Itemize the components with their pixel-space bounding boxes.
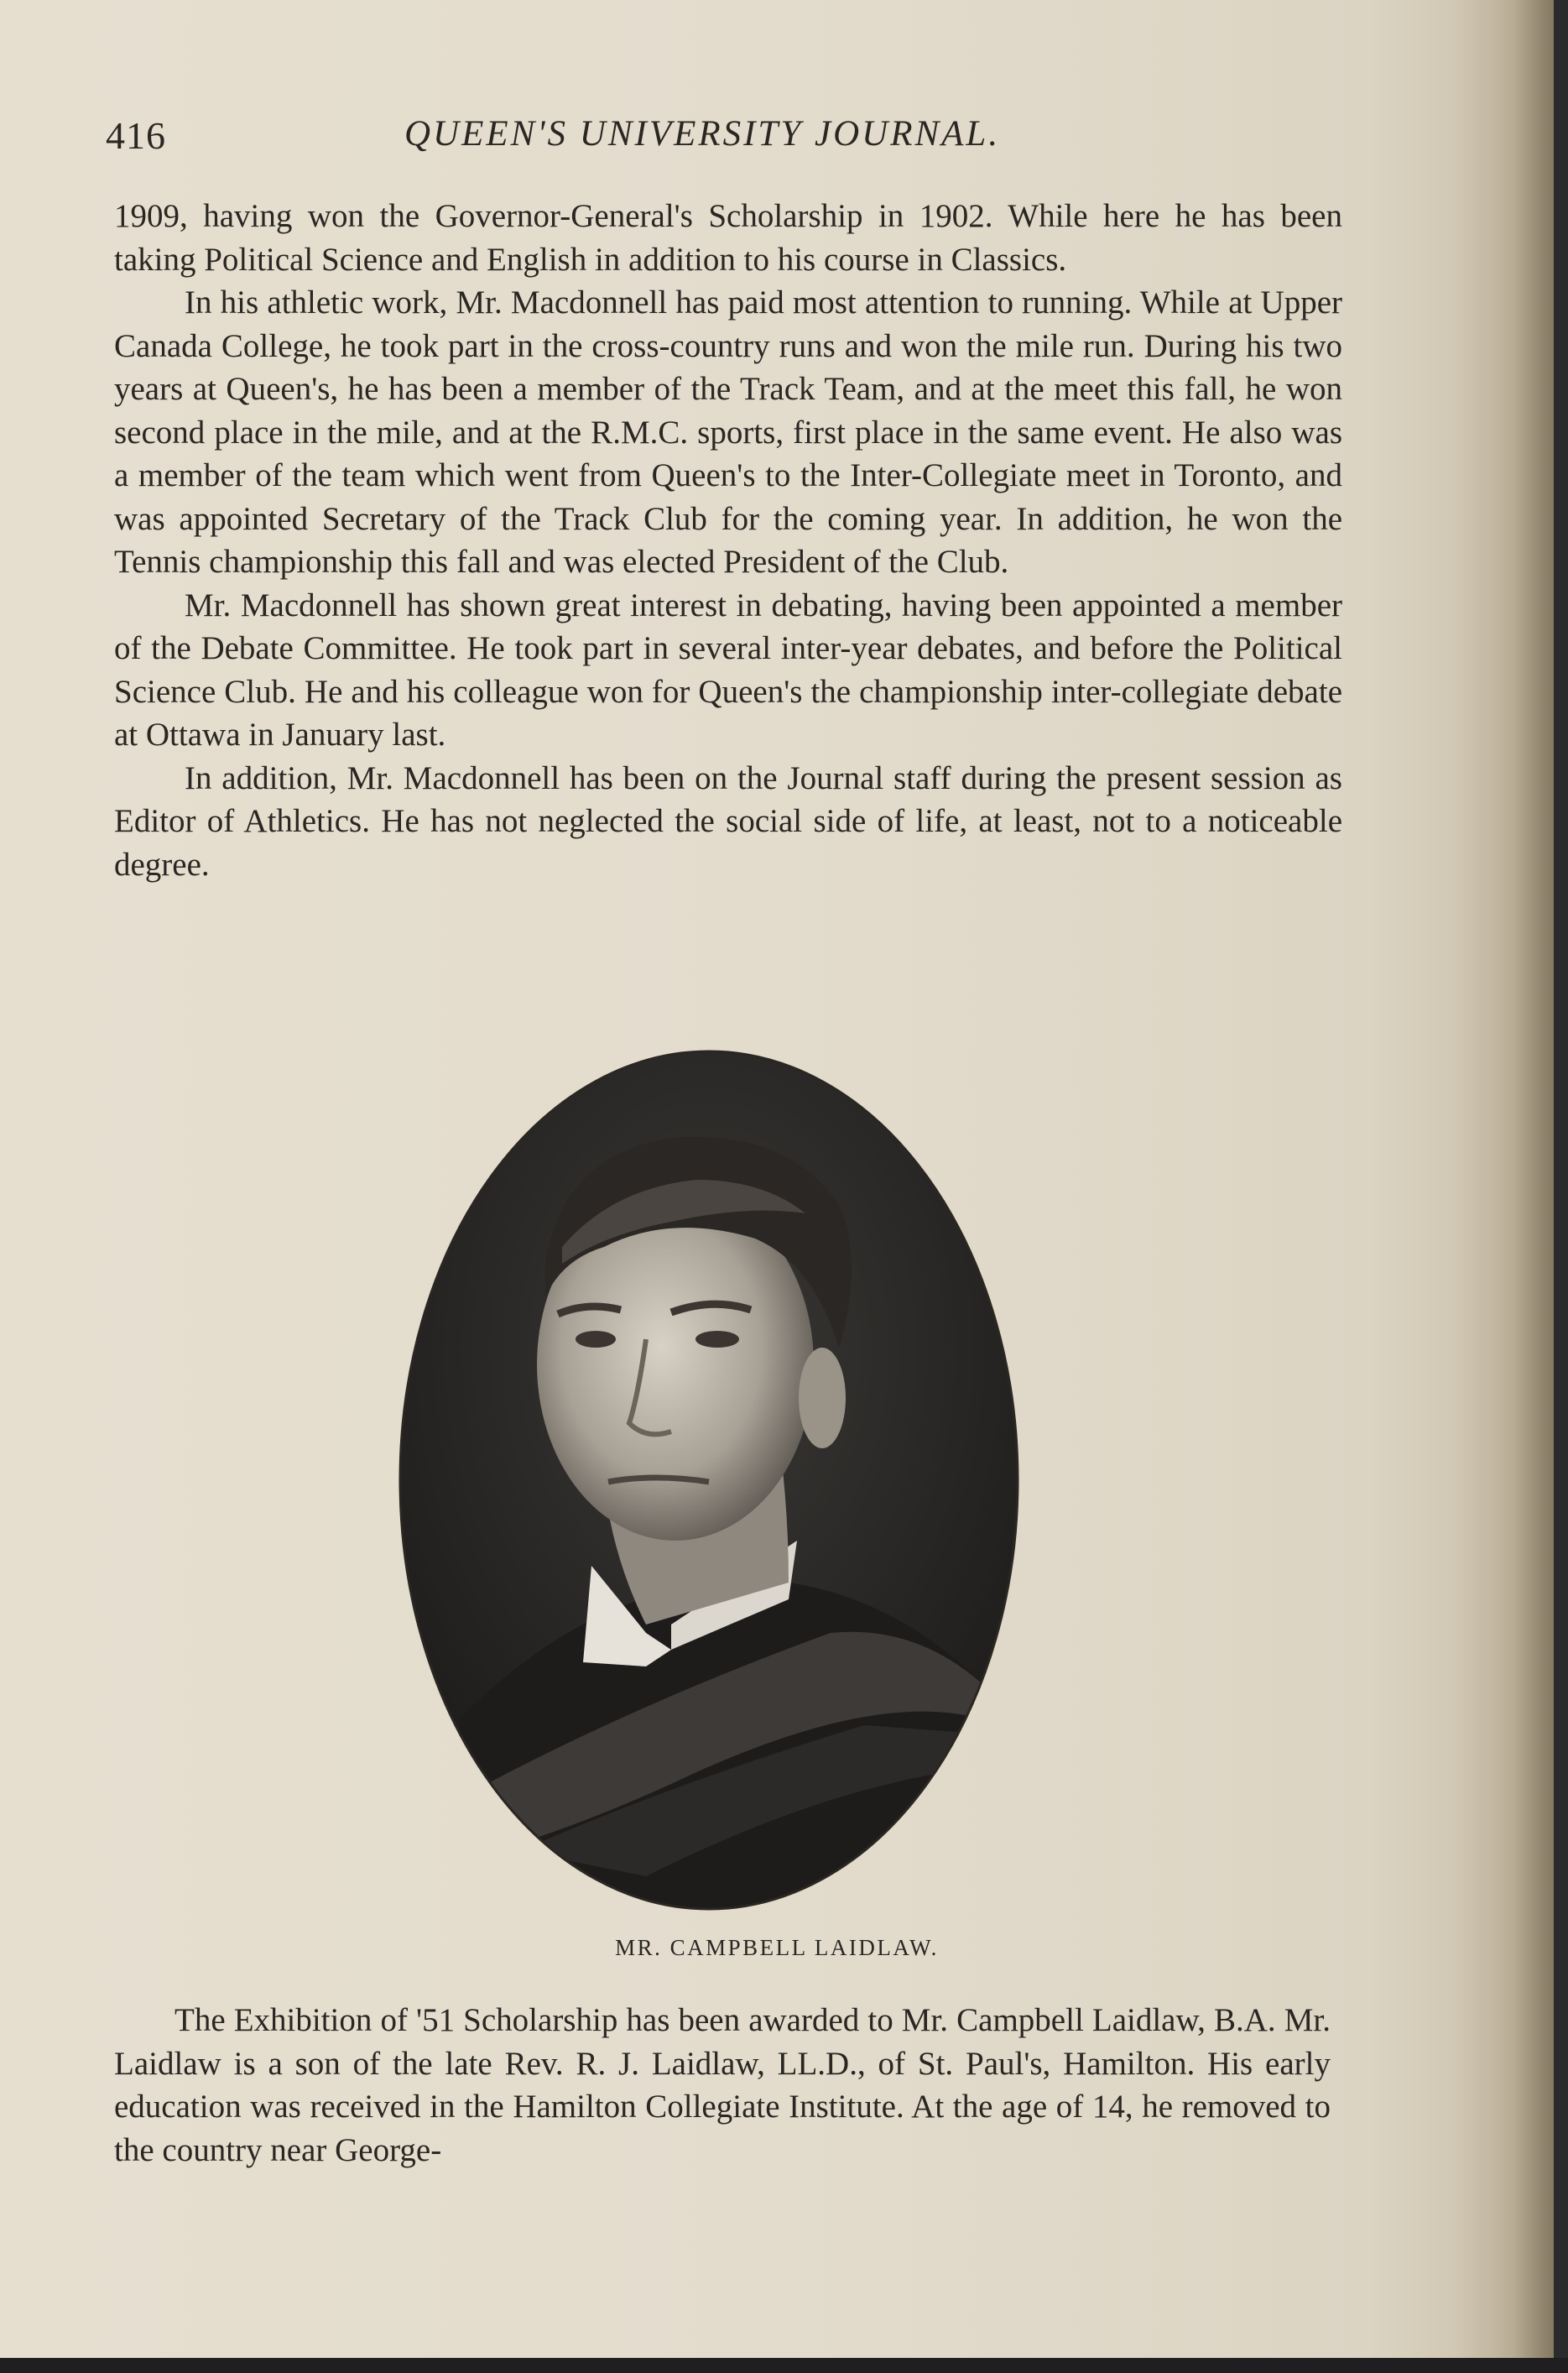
- portrait-image: [394, 1046, 1024, 1916]
- paragraph: The Exhibition of '51 Scholarship has been awarded to Mr. Campbell Laidlaw, B.A. Mr. Laidlaw is a son of the late Rev. R. J. Laidlaw, LL.D., of St. Paul's, Hamilton. His early education was received in the Hamilton Collegiate Institute. At the age of 14, he removed to the country near George-: [114, 2002, 1331, 2168]
- paragraph: Mr. Macdonnell has shown great interest in debating, having been appointed a member of the Debate Committee. He took part in several inter-year debates, and before the Political Science Club. He and his colleague won for Queen's the championship inter-collegiate debate at Ottawa in January last.: [114, 587, 1342, 753]
- portrait-caption: MR. CAMPBELL LAIDLAW.: [615, 1935, 939, 1960]
- page-number: 416: [106, 114, 166, 157]
- article-body: [114, 195, 1342, 886]
- binding-shadow: [1453, 0, 1554, 2358]
- running-head: QUEEN'S UNIVERSITY JOURNAL.: [404, 114, 1001, 154]
- article-body-2: [114, 1999, 1331, 2172]
- paragraph: In addition, Mr. Macdonnell has been on the Journal staff during the present session as Editor of Athletics. He has not neglected the social side of life, at least, not to a noticeable degree.: [114, 759, 1342, 883]
- scan-edge: [0, 2358, 1568, 2373]
- paragraph: 1909, having won the Governor-General's Scholarship in 1902. While here he has been taking Political Science and English in addition to his course in Classics.: [114, 198, 1342, 278]
- portrait-photo: [394, 1046, 1024, 1916]
- paragraph: In his athletic work, Mr. Macdonnell has paid most attention to running. While at Upper Canada College, he took part in the cross-country runs and won the mile run. During his two years at Queen's, he has been a member of the Track Team, and at the meet this fall, he won second place in the mile, and at the R.M.C. sports, first place in the same event. He also was a member of the team which went from Queen's to the Inter-Collegiate meet in Toronto, and was appointed Secretary of the Track Club for the coming year. In addition, he won the Tennis championship this fall and was elected President of the Club.: [114, 284, 1342, 580]
